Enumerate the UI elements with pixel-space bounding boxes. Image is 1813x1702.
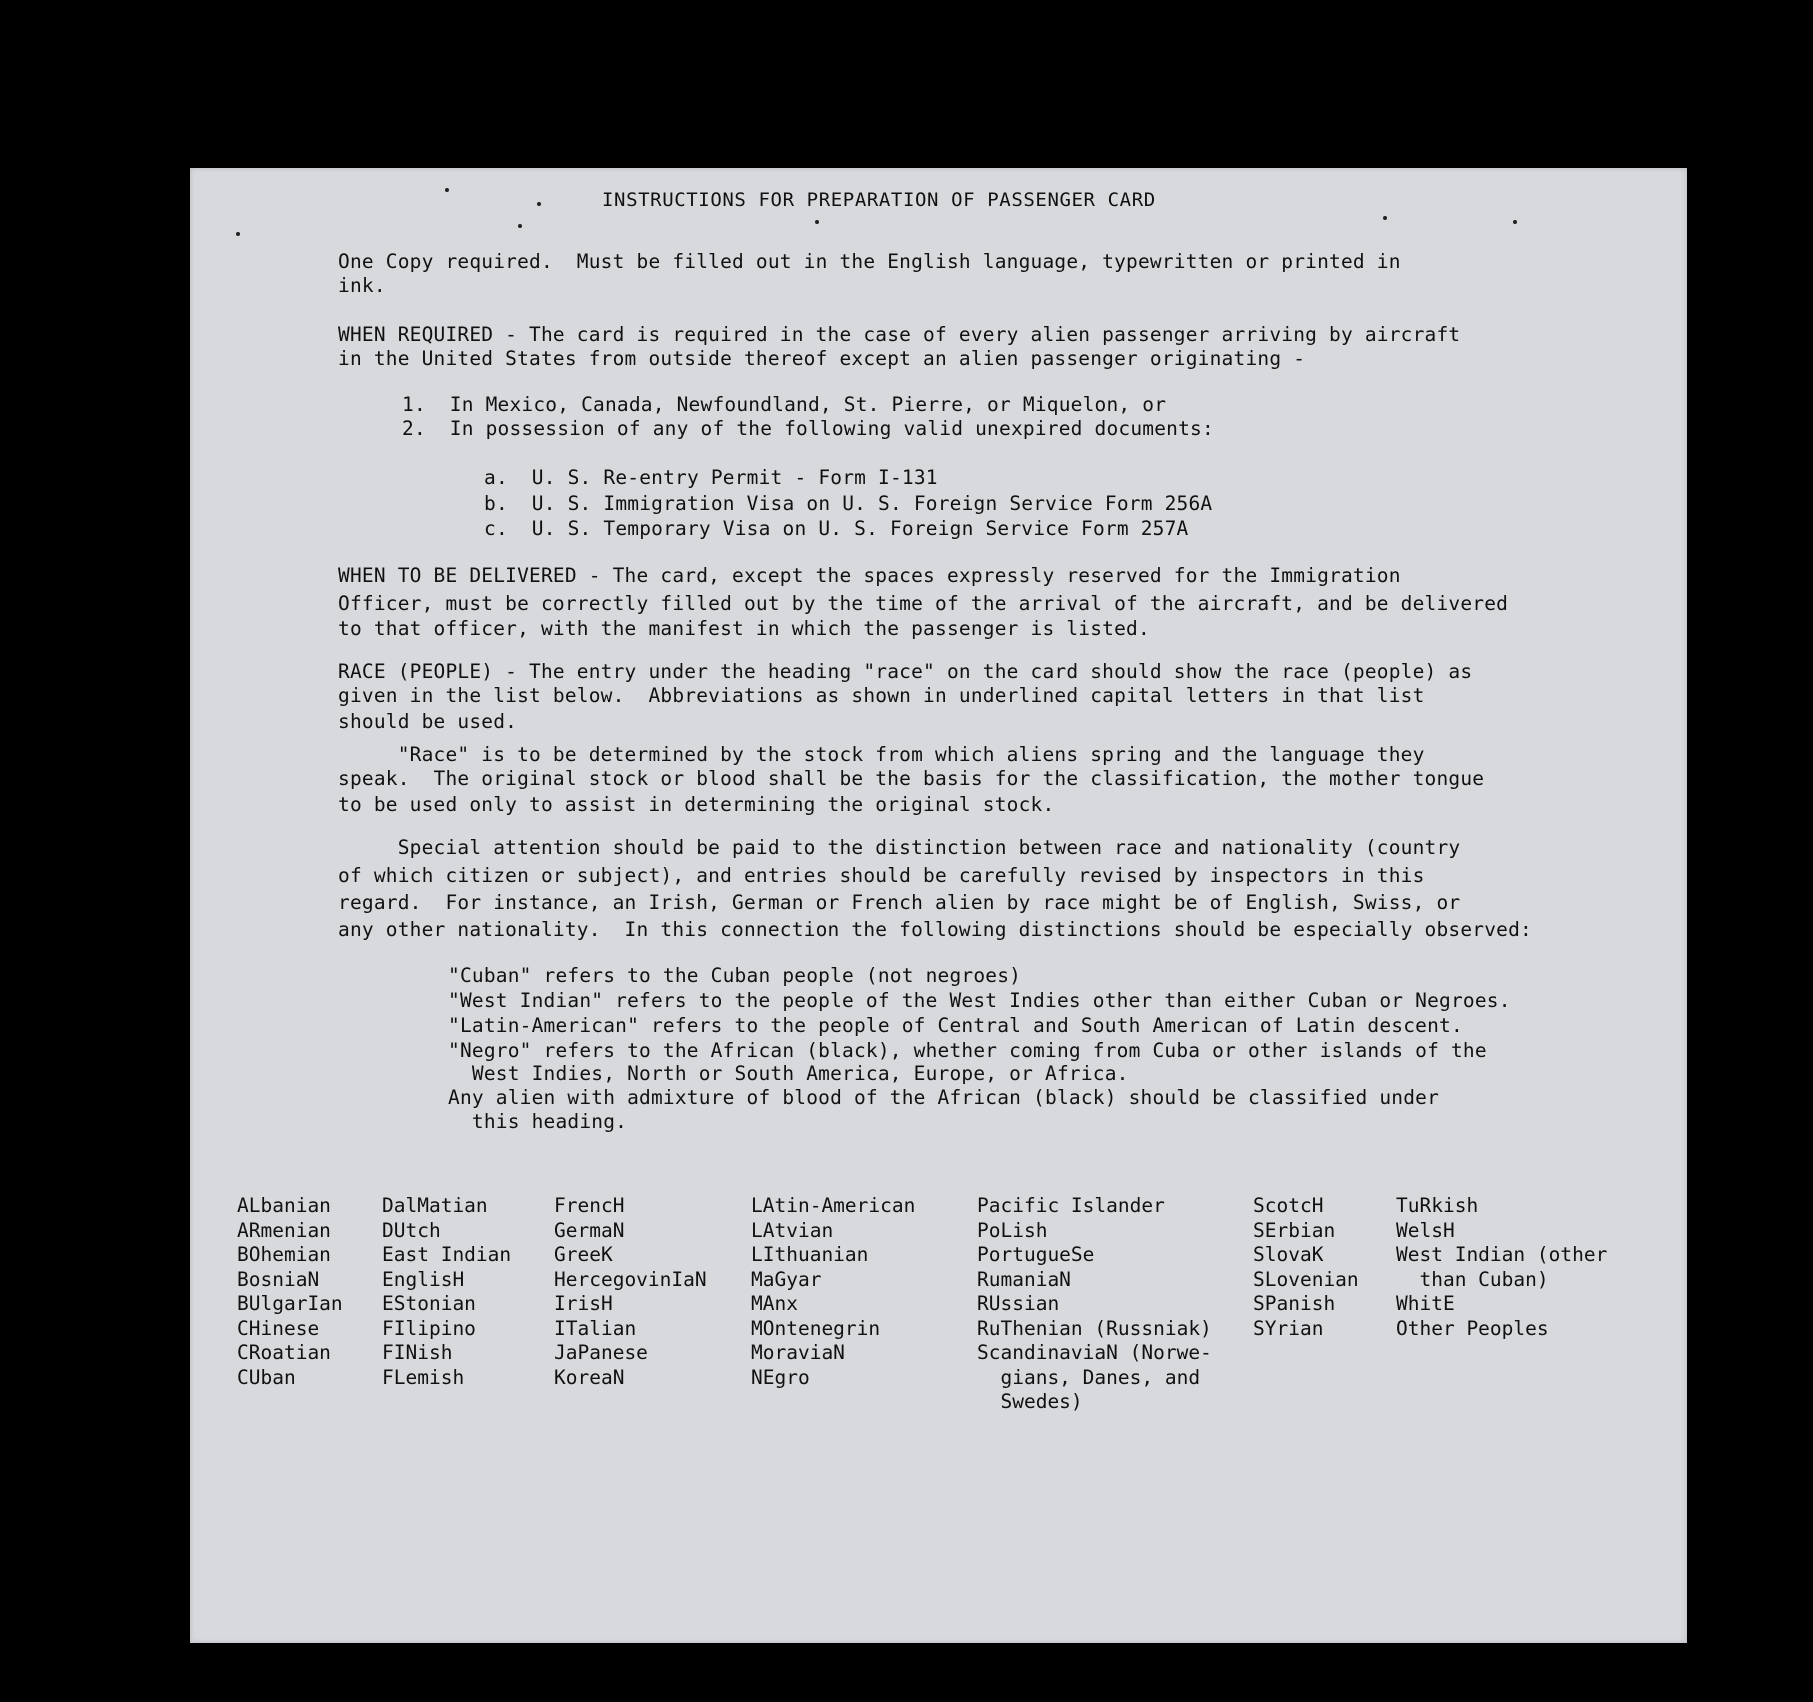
- intro-line-1: One Copy required. Must be filled out in the English language, typewritten or printed in: [338, 250, 1401, 273]
- special-attention-line-4: any other nationality. In this connection the following distinctions should be especially observed:: [338, 918, 1532, 941]
- document-item-b: b. U. S. Immigration Visa on U. S. Foreign Service Form 256A: [484, 492, 1213, 515]
- race-entry: Other Peoples: [1396, 1316, 1549, 1340]
- race-entry: RUssian: [977, 1292, 1060, 1315]
- special-attention-line-3: regard. For instance, an Irish, German or French alien by race might be of English, Swiss, or: [338, 891, 1461, 914]
- scan-speck: [1383, 216, 1387, 220]
- race-line-2: given in the list below. Abbreviations as shown in underlined capital letters in that list: [338, 684, 1425, 707]
- when-delivered-line-2: Officer, must be correctly filled out by the time of the arrival of the aircraft, and be delivered: [338, 592, 1509, 615]
- special-attention-line-1: Special attention should be paid to the distinction between race and nationality (country: [338, 836, 1461, 859]
- race-entry: ScandinaviaN (Norwe-: [977, 1341, 1212, 1364]
- special-attention-line-2: of which citizen or subject), and entries should be carefully revised by inspectors in this: [338, 864, 1425, 887]
- race-entry: SLovenian: [1253, 1267, 1359, 1291]
- race-entry: ITalian: [554, 1316, 637, 1340]
- race-entry: Swedes): [977, 1390, 1083, 1413]
- origin-item-1: 1. In Mexico, Canada, Newfoundland, St. Pierre, or Miquelon, or: [402, 393, 1167, 416]
- race-entry: LIthuanian: [751, 1243, 869, 1266]
- distinction-west-indian: "West Indian" refers to the people of the West Indies other than either Cuban or Negroes.: [448, 989, 1511, 1012]
- race-list-column-5: [977, 1194, 1212, 1415]
- race-entry: GreeK: [554, 1243, 613, 1266]
- document-item-c: c. U. S. Temporary Visa on U. S. Foreign Service Form 257A: [484, 517, 1189, 540]
- race-entry: than Cuban): [1396, 1267, 1549, 1291]
- race-entry: gians, Danes, and: [977, 1365, 1201, 1389]
- race-list-column-2: [382, 1194, 511, 1390]
- race-line-3: should be used.: [338, 710, 518, 733]
- race-entry: SErbian: [1253, 1218, 1336, 1242]
- page-title: INSTRUCTIONS FOR PREPARATION OF PASSENGER CARD: [602, 189, 1156, 211]
- race-entry: MoraviaN: [751, 1341, 845, 1364]
- when-required-line-2: in the United States from outside thereof except an alien passenger originating -: [338, 347, 1306, 370]
- when-required-line-1: WHEN REQUIRED - The card is required in the case of every alien passenger arriving by aircraft: [338, 323, 1461, 346]
- race-entry: LAtin-American: [751, 1194, 916, 1217]
- race-entry: RumaniaN: [977, 1267, 1071, 1291]
- race-entry: IrisH: [554, 1292, 613, 1315]
- race-entry: ScotcH: [1253, 1194, 1324, 1217]
- race-entry: East Indian: [382, 1243, 512, 1266]
- scan-speck: [236, 232, 240, 236]
- race-definition-line-1: "Race" is to be determined by the stock from which aliens spring and the language they: [338, 743, 1425, 766]
- race-entry: EStonian: [382, 1292, 476, 1315]
- distinction-negro-line-2: West Indies, North or South America, Europe, or Africa.: [448, 1062, 1129, 1085]
- distinction-cuban: "Cuban" refers to the Cuban people (not negroes): [448, 964, 1022, 987]
- race-entry: SYrian: [1253, 1316, 1324, 1340]
- distinction-admixture-line-2: this heading.: [448, 1110, 628, 1133]
- race-entry: TuRkish: [1396, 1194, 1479, 1217]
- race-entry: BUlgarIan: [237, 1292, 343, 1315]
- race-entry: MOntenegrin: [751, 1316, 881, 1340]
- when-delivered-line-3: to that officer, with the manifest in which the passenger is listed.: [338, 617, 1150, 640]
- race-entry: DalMatian: [382, 1194, 488, 1217]
- race-entry: FINish: [382, 1341, 453, 1364]
- race-entry: KoreaN: [554, 1365, 625, 1389]
- race-entry: PortugueSe: [977, 1243, 1095, 1266]
- distinction-negro-line-1: "Negro" refers to the African (black), whether coming from Cuba or other islands of the: [448, 1039, 1487, 1062]
- race-entry: West Indian (other: [1396, 1243, 1608, 1266]
- race-entry: EnglisH: [382, 1267, 465, 1291]
- race-entry: FrencH: [554, 1194, 625, 1217]
- race-entry: LAtvian: [751, 1218, 834, 1242]
- scan-speck: [815, 220, 819, 224]
- race-entry: JaPanese: [554, 1341, 648, 1364]
- document-item-a: a. U. S. Re-entry Permit - Form I-131: [484, 466, 938, 489]
- race-entry: FLemish: [382, 1365, 465, 1389]
- race-entry: CUban: [237, 1365, 296, 1389]
- scan-speck: [1513, 220, 1517, 224]
- race-list-column-7: [1396, 1194, 1607, 1341]
- intro-line-2: ink.: [338, 274, 386, 297]
- race-entry: ALbanian: [237, 1194, 331, 1217]
- scan-speck: [518, 224, 522, 228]
- race-entry: GermaN: [554, 1218, 625, 1242]
- scan-speck: [445, 188, 449, 192]
- race-entry: HercegovinIaN: [554, 1267, 707, 1291]
- race-entry: BOhemian: [237, 1243, 331, 1266]
- race-entry: SPanish: [1253, 1292, 1336, 1315]
- race-entry: MAnx: [751, 1292, 798, 1315]
- race-list-column-4: [751, 1194, 915, 1390]
- race-entry: SlovaK: [1253, 1243, 1324, 1266]
- passenger-card-instructions-page: [190, 168, 1687, 1643]
- race-entry: BosniaN: [237, 1267, 320, 1291]
- race-entry: FIlipino: [382, 1316, 476, 1340]
- race-definition-line-2: speak. The original stock or blood shall be the basis for the classification, the mother tongue: [338, 767, 1485, 790]
- origin-item-2: 2. In possession of any of the following valid unexpired documents:: [402, 417, 1214, 440]
- race-entry: WelsH: [1396, 1218, 1455, 1242]
- distinction-admixture-line-1: Any alien with admixture of blood of the African (black) should be classified under: [448, 1086, 1440, 1109]
- race-list-column-1: [237, 1194, 343, 1390]
- race-entry: CRoatian: [237, 1341, 331, 1364]
- race-list-column-6: [1253, 1194, 1359, 1341]
- race-entry: MaGyar: [751, 1267, 822, 1291]
- race-line-1: RACE (PEOPLE) - The entry under the heading "race" on the card should show the race (people) as: [338, 660, 1473, 683]
- when-delivered-line-1: WHEN TO BE DELIVERED - The card, except the spaces expressly reserved for the Immigration: [338, 564, 1401, 587]
- race-entry: WhitE: [1396, 1292, 1455, 1315]
- race-entry: Pacific Islander: [977, 1194, 1165, 1217]
- race-entry: PoLish: [977, 1218, 1048, 1242]
- race-list-column-3: [554, 1194, 707, 1390]
- race-entry: CHinese: [237, 1316, 320, 1340]
- distinction-latin-american: "Latin-American" refers to the people of Central and South American of Latin descent.: [448, 1014, 1463, 1037]
- race-entry: NEgro: [751, 1365, 810, 1389]
- scan-speck: [537, 202, 541, 206]
- race-entry: DUtch: [382, 1218, 441, 1242]
- race-entry: ARmenian: [237, 1218, 331, 1242]
- race-definition-line-3: to be used only to assist in determining the original stock.: [338, 793, 1055, 816]
- race-entry: RuThenian (Russniak): [977, 1316, 1212, 1340]
